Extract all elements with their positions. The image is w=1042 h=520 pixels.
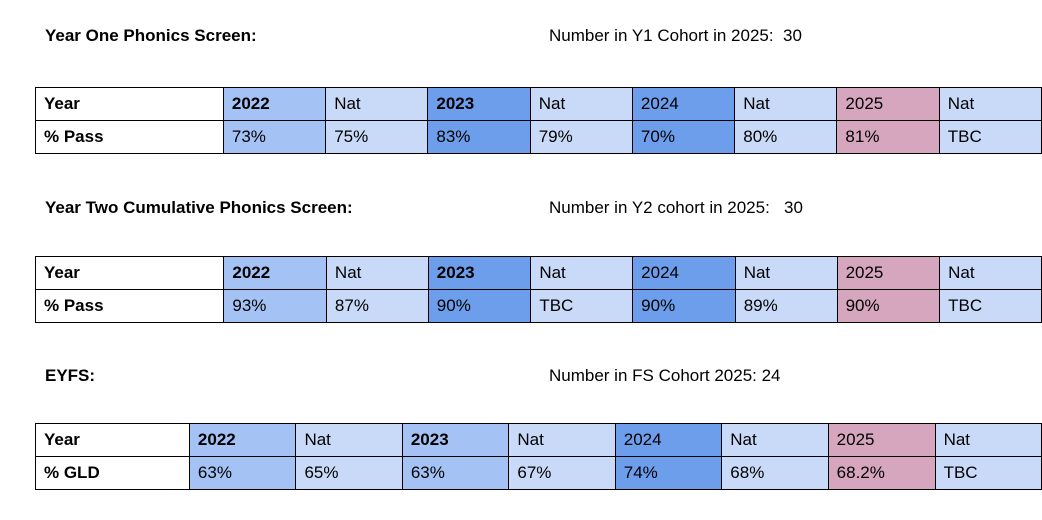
- data-cell: 2024: [633, 257, 736, 290]
- data-cell: Nat: [735, 88, 837, 121]
- data-cell: 73%: [223, 121, 325, 154]
- data-cell: Nat: [326, 257, 428, 290]
- row-label-cell: % Pass: [36, 121, 224, 154]
- data-cell: 75%: [326, 121, 428, 154]
- row-label-cell: Year: [36, 88, 224, 121]
- data-cell: 90%: [633, 290, 736, 323]
- data-cell: 83%: [428, 121, 530, 154]
- row-label-cell: % GLD: [36, 457, 190, 490]
- y2-cohort-note: Number in Y2 cohort in 2025: 30: [549, 198, 803, 217]
- data-cell: 2023: [428, 257, 531, 290]
- data-cell: 68.2%: [828, 457, 935, 490]
- table-row: [36, 121, 1042, 154]
- eyfs-title: EYFS:: [45, 366, 96, 385]
- data-cell: 87%: [326, 290, 428, 323]
- eyfs-table: [35, 423, 1042, 490]
- data-cell: 63%: [402, 457, 509, 490]
- table-row: [36, 290, 1042, 323]
- data-cell: 68%: [722, 457, 828, 490]
- data-cell: 90%: [837, 290, 940, 323]
- y2-phonics-title: Year Two Cumulative Phonics Screen:: [45, 198, 353, 217]
- row-label-cell: Year: [36, 257, 224, 290]
- data-cell: 63%: [189, 457, 296, 490]
- data-cell: Nat: [935, 424, 1041, 457]
- data-cell: 2025: [837, 88, 939, 121]
- data-cell: TBC: [531, 290, 633, 323]
- data-cell: 74%: [615, 457, 722, 490]
- data-cell: 65%: [296, 457, 402, 490]
- y2-phonics-table: [35, 256, 1042, 323]
- data-cell: 2024: [632, 88, 734, 121]
- data-cell: 67%: [509, 457, 615, 490]
- table-row: [36, 257, 1042, 290]
- y1-phonics-table: [35, 87, 1042, 154]
- table-row: [36, 88, 1042, 121]
- data-cell: 2024: [615, 424, 722, 457]
- data-cell: Nat: [296, 424, 402, 457]
- table-row: [36, 457, 1042, 490]
- eyfs-cohort-note: Number in FS Cohort 2025: 24: [549, 366, 781, 385]
- data-cell: TBC: [940, 290, 1042, 323]
- data-cell: 93%: [224, 290, 327, 323]
- row-label-cell: Year: [36, 424, 190, 457]
- data-cell: Nat: [735, 257, 837, 290]
- data-cell: 90%: [428, 290, 531, 323]
- data-cell: 2025: [828, 424, 935, 457]
- row-label-cell: % Pass: [36, 290, 224, 323]
- data-cell: Nat: [722, 424, 828, 457]
- table-row: [36, 424, 1042, 457]
- data-cell: 2023: [428, 88, 530, 121]
- data-cell: 80%: [735, 121, 837, 154]
- data-cell: 89%: [735, 290, 837, 323]
- data-cell: 2022: [224, 257, 327, 290]
- data-cell: Nat: [531, 257, 633, 290]
- data-cell: 70%: [632, 121, 734, 154]
- data-cell: 2022: [223, 88, 325, 121]
- data-cell: Nat: [939, 88, 1041, 121]
- data-cell: 79%: [530, 121, 632, 154]
- data-cell: TBC: [935, 457, 1041, 490]
- data-cell: 2023: [402, 424, 509, 457]
- data-cell: Nat: [509, 424, 615, 457]
- y1-cohort-note: Number in Y1 Cohort in 2025: 30: [549, 26, 802, 45]
- data-cell: Nat: [326, 88, 428, 121]
- data-cell: Nat: [940, 257, 1042, 290]
- data-cell: Nat: [530, 88, 632, 121]
- data-cell: TBC: [939, 121, 1041, 154]
- data-cell: 2025: [837, 257, 940, 290]
- data-cell: 81%: [837, 121, 939, 154]
- data-cell: 2022: [189, 424, 296, 457]
- y1-phonics-title: Year One Phonics Screen:: [45, 26, 257, 45]
